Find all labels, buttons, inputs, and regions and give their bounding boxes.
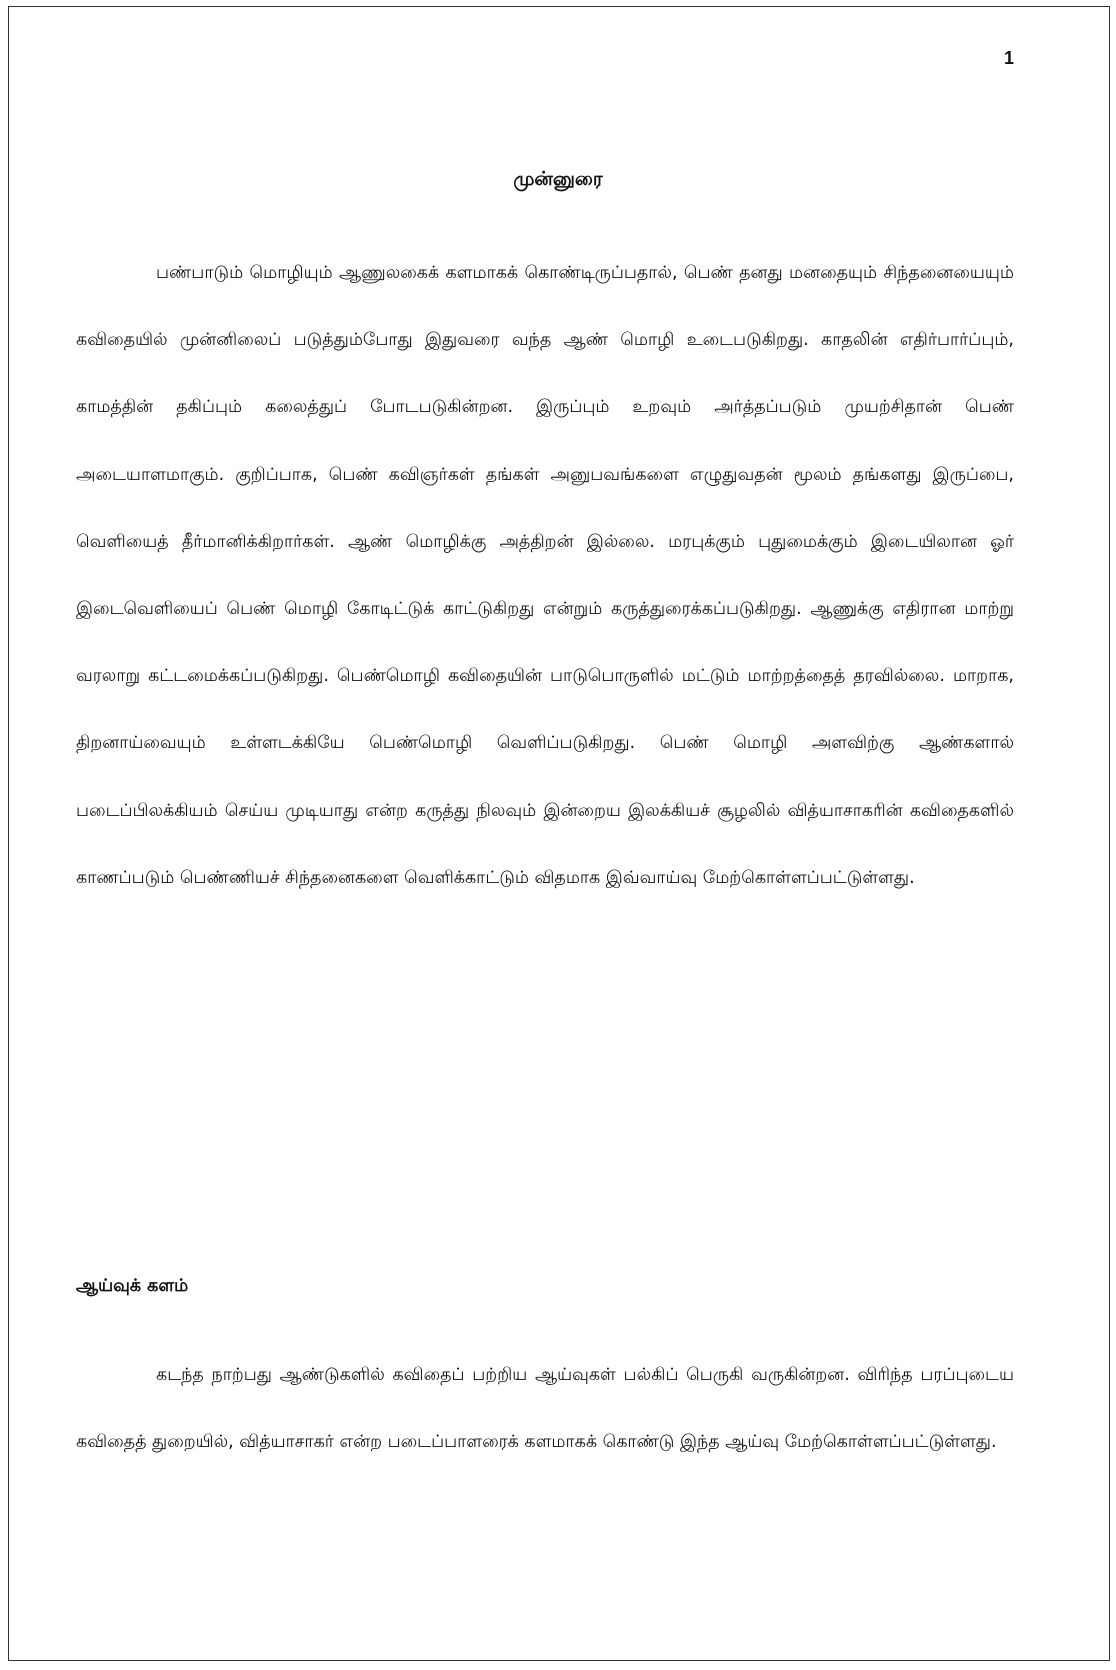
page-title: முன்னுரை — [513, 168, 603, 190]
introduction-paragraph: பண்பாடும் மொழியும் ஆணுலகைக் களமாகக் கொண்டிருப்பதால், பெண் தனது மனதையும் சிந்தனையையும் கவிதையில் முன்னிலைப் படுத்தும்போது இதுவரை வந்த ஆண் மொழி உடைபடுகிறது. காதலின் எதிர்பார்ப்பும், காமத்தின் தகிப்பும் கலைத்துப் போடபடுகின்றன. இருப்பும் உறவும் அர்த்தப்படும் முயற்சிதான் பெண் அடையாளமாகும். குறிப்பாக, பெண் கவிஞர்கள் தங்கள் அனுபவங்களை எழுதுவதன் மூலம் தங்களது இருப்பை, வெளியைத் தீர்மானிக்கிறார்கள். ஆண் மொழிக்கு அத்திறன் இல்லை. மரபுக்கும் புதுமைக்கும் இடையிலான ஓர் இடைவெளியைப் பெண் மொழி கோடிட்டுக் காட்டுகிறது என்றும் கருத்துரைக்கப்படுகிறது. ஆணுக்கு எதிரான மாற்று வரலாறு கட்டமைக்கப்படுகிறது. பெண்மொழி கவிதையின் பாடுபொருளில் மட்டும் மாற்றத்தைத் தரவில்லை. மாறாக, திறனாய்வையும் உள்ளடக்கியே பெண்மொழி வெளிப்படுகிறது. பெண் மொழி அளவிற்கு ஆண்களால் படைப்பிலக்கியம் செய்ய முடியாது என்ற கருத்து நிலவும் இன்றைய இலக்கியச் சூழலில் வித்யாசாகரின் கவிதைகளில் காணப்படும் பெண்ணியச் சிந்தனைகளை வெளிக்காட்டும் விதமாக இவ்வாய்வு மேற்கொள்ளப்பட்டுள்ளது. — [76, 263, 1014, 888]
section-heading-research-field: ஆய்வுக் களம் — [76, 1276, 189, 1296]
research-field-paragraph: கடந்த நாற்பது ஆண்டுகளில் கவிதைப் பற்றிய ஆய்வுகள் பல்கிப் பெருகி வருகின்றன. விரிந்த பரப்புடைய கவிதைத் துறையில், வித்யாசாகர் என்ற படைப்பாளரைக் களமாகக் கொண்டு இந்த ஆய்வு மேற்கொள்ளப்பட்டுள்ளது. — [76, 1365, 1014, 1453]
page-number: 1 — [1003, 48, 1014, 68]
